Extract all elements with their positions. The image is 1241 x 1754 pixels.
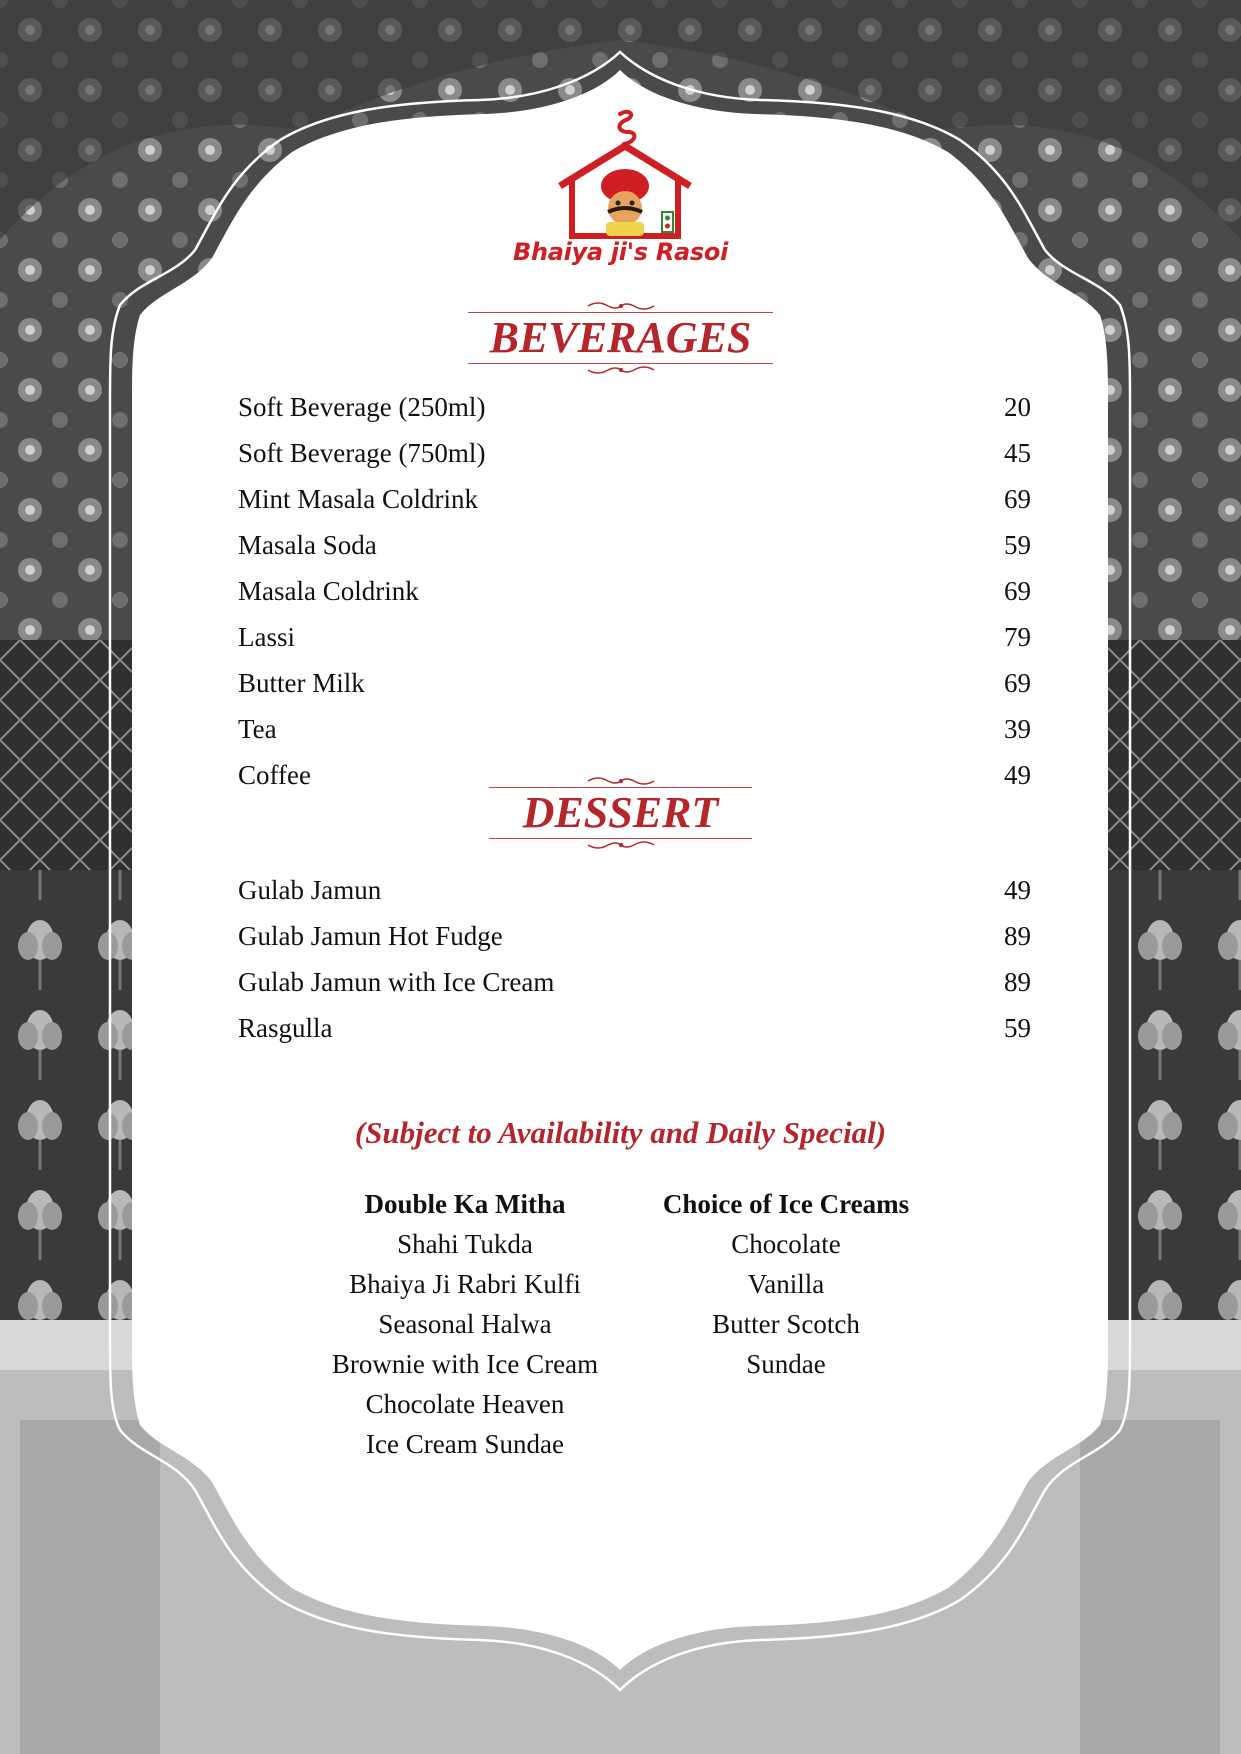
- availability-note: (Subject to Availability and Daily Special): [354, 1115, 887, 1150]
- list-item: Vanilla: [747, 1269, 825, 1299]
- flourish-ornament-top: [586, 775, 656, 787]
- flourish-ornament-top: [586, 300, 656, 312]
- menu-item: [238, 614, 1031, 660]
- item-name: Butter Milk: [238, 668, 365, 698]
- flourish-ornament-bottom: [586, 839, 656, 851]
- specials-left-column: [300, 1184, 630, 1464]
- item-price: 89: [1004, 967, 1031, 997]
- item-name: Soft Beverage (250ml): [238, 392, 486, 422]
- menu-item: [238, 913, 1031, 959]
- item-name: Soft Beverage (750ml): [238, 438, 486, 468]
- beverages-heading: BEVERAGES: [468, 312, 774, 364]
- list-item: Sundae: [746, 1349, 826, 1379]
- menu-item: [238, 430, 1031, 476]
- menu-item: [238, 1005, 1031, 1051]
- list-item: Shahi Tukda: [397, 1229, 533, 1259]
- flourish-ornament-bottom: [586, 364, 656, 376]
- brand-name: Bhaiya ji's Rasoi: [512, 238, 728, 266]
- dessert-heading: DESSERT: [489, 787, 753, 839]
- column-title: Double Ka Mitha: [364, 1189, 566, 1219]
- dessert-list: [238, 867, 1031, 1051]
- menu-item: [238, 384, 1031, 430]
- item-price: 49: [1004, 760, 1031, 790]
- item-name: Coffee: [238, 760, 311, 790]
- list-item: Brownie with Ice Cream: [331, 1349, 599, 1379]
- item-price: 49: [1004, 875, 1031, 905]
- item-name: Mint Masala Coldrink: [238, 484, 478, 514]
- item-price: 45: [1004, 438, 1031, 468]
- item-name: Lassi: [238, 622, 295, 652]
- list-item: Seasonal Halwa: [378, 1309, 552, 1339]
- menu-item: [238, 867, 1031, 913]
- beverages-heading-block: [0, 300, 1241, 376]
- menu-item: [238, 522, 1031, 568]
- column-title: Choice of Ice Creams: [662, 1189, 910, 1219]
- item-price: 39: [1004, 714, 1031, 744]
- item-price: 69: [1004, 484, 1031, 514]
- beverages-list: [238, 384, 1031, 798]
- item-name: Masala Coldrink: [238, 576, 419, 606]
- item-name: Gulab Jamun Hot Fudge: [238, 921, 503, 951]
- item-price: 69: [1004, 668, 1031, 698]
- item-price: 79: [1004, 622, 1031, 652]
- list-item: Chocolate: [731, 1229, 841, 1259]
- item-name: Rasgulla: [238, 1013, 333, 1043]
- list-item: Chocolate Heaven: [365, 1389, 565, 1419]
- item-name: Masala Soda: [238, 530, 377, 560]
- list-item: Bhaiya Ji Rabri Kulfi: [349, 1269, 581, 1299]
- menu-item: [238, 476, 1031, 522]
- item-price: 69: [1004, 576, 1031, 606]
- specials-right-column: [636, 1184, 936, 1384]
- dessert-heading-block: [0, 775, 1241, 851]
- item-name: Tea: [238, 714, 277, 744]
- list-item: Ice Cream Sundae: [366, 1429, 564, 1459]
- item-price: 59: [1004, 530, 1031, 560]
- menu-item: [238, 706, 1031, 752]
- list-item: Butter Scotch: [712, 1309, 860, 1339]
- item-price: 59: [1004, 1013, 1031, 1043]
- item-name: Gulab Jamun with Ice Cream: [238, 967, 555, 997]
- menu-item: [238, 568, 1031, 614]
- menu-item: [238, 660, 1031, 706]
- menu-item: [238, 959, 1031, 1005]
- item-price: 89: [1004, 921, 1031, 951]
- item-price: 20: [1004, 392, 1031, 422]
- item-name: Gulab Jamun: [238, 875, 382, 905]
